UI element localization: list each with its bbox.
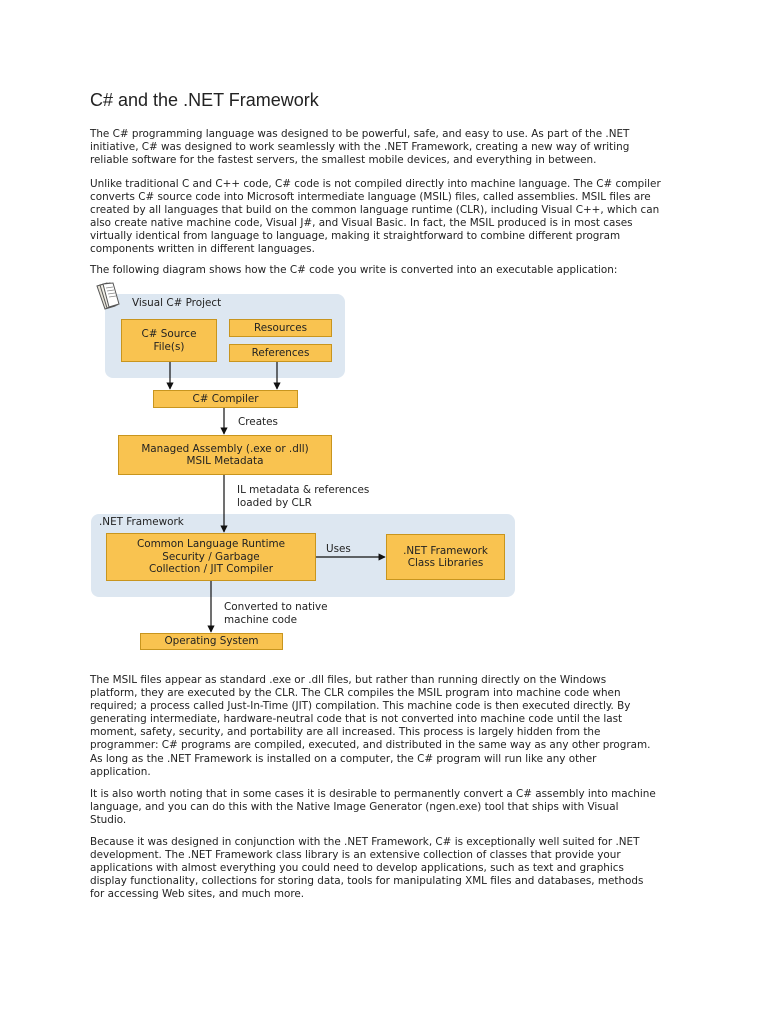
paragraph-msil [90,674,690,779]
il-metadata-label: IL metadata & references loaded by CLR [237,484,370,509]
text-line: converts C# source code into Microsoft intermediate language (MSIL) files, called assemblies. MSIL files are [90,191,651,204]
text-line: for accessing Web sites, and much more. [90,888,305,901]
class-libraries-box: .NET Framework Class Libraries [386,534,505,580]
text-line: also create native machine code, Visual J#, and Visual Basic. In fact, the MSIL produced is in most cases [90,217,633,230]
text-line: development. The .NET Framework class library is an extensive collection of classes that provide your [90,849,621,862]
text-line: The MSIL files appear as standard .exe or .dll files, but rather than running directly on the Windows [90,674,607,686]
uses-label: Uses [326,543,351,555]
text-line: Studio. [90,814,127,827]
text-line: display functionality, collections for storing data, tools for manipulating XML files and databases, methods [90,875,644,888]
creates-label: Creates [238,416,278,428]
resources-box: Resources [229,319,332,337]
text-line: The following diagram shows how the C# code you write is converted into an executable application: [90,264,618,276]
paragraph-framework [90,836,690,901]
text-line: moment, safety, security, and portability are all increased. This process is largely hidden from the [90,726,601,739]
csharp-compiler-box: C# Compiler [153,390,298,408]
references-box: References [229,344,332,362]
managed-assembly-box: Managed Assembly (.exe or .dll) MSIL Metadata [118,435,332,475]
text-line: The C# programming language was designed to be powerful, safe, and easy to use. As part of the .NET [90,128,630,140]
text-line: As long as the .NET Framework is installed on a computer, the C# program will run like any other [90,752,597,765]
text-line: Unlike traditional C and C++ code, C# code is not compiled directly into machine language. The C# compiler [90,178,661,190]
operating-system-box: Operating System [140,633,283,650]
converted-label: Converted to native machine code [224,601,328,626]
paragraph-ngen [90,788,690,827]
text-line: virtually identical from language to language, making it straightforward to combine different program [90,230,621,243]
text-line: components written in different languages. [90,243,315,256]
text-line: required; a process called Just-In-Time (JIT) compilation. This machine code is then executed directly. By [90,700,631,713]
project-label: Visual C# Project [132,297,222,309]
framework-label: .NET Framework [99,516,184,528]
text-line: applications with almost everything you could need to develop applications, such as text and graphics [90,862,624,875]
text-line: application. [90,765,151,778]
text-line: language, and you can do this with the Native Image Generator (ngen.exe) tool that ships with Visual [90,801,619,814]
text-line: generating intermediate, hardware-neutral code that is not converted into machine code until the last [90,713,623,726]
text-line: reliable software for the fastest servers, the smallest mobile devices, and everything in between. [90,154,597,167]
text-line: programmer: C# programs are compiled, executed, and distributed in the same way as any other program. [90,739,651,752]
text-line: Because it was designed in conjunction with the .NET Framework, C# is exceptionally well suited for .NET [90,836,640,848]
text-line: created by all languages that build on the common language runtime (CLR), including Visual C++, which can [90,204,660,217]
clr-box: Common Language Runtime Security / Garbage Collection / JIT Compiler [106,533,316,581]
csharp-source-box: C# Source File(s) [121,319,217,362]
page-title: C# and the .NET Framework [90,90,319,110]
text-line: It is also worth noting that in some cases it is desirable to permanently convert a C# assembly into machine [90,788,656,800]
text-line: platform, they are executed by the CLR. The CLR compiles the MSIL program into machine code when [90,687,621,700]
text-line: initiative, C# was designed to work seamlessly with the .NET Framework, creating a new way of writing [90,141,630,154]
